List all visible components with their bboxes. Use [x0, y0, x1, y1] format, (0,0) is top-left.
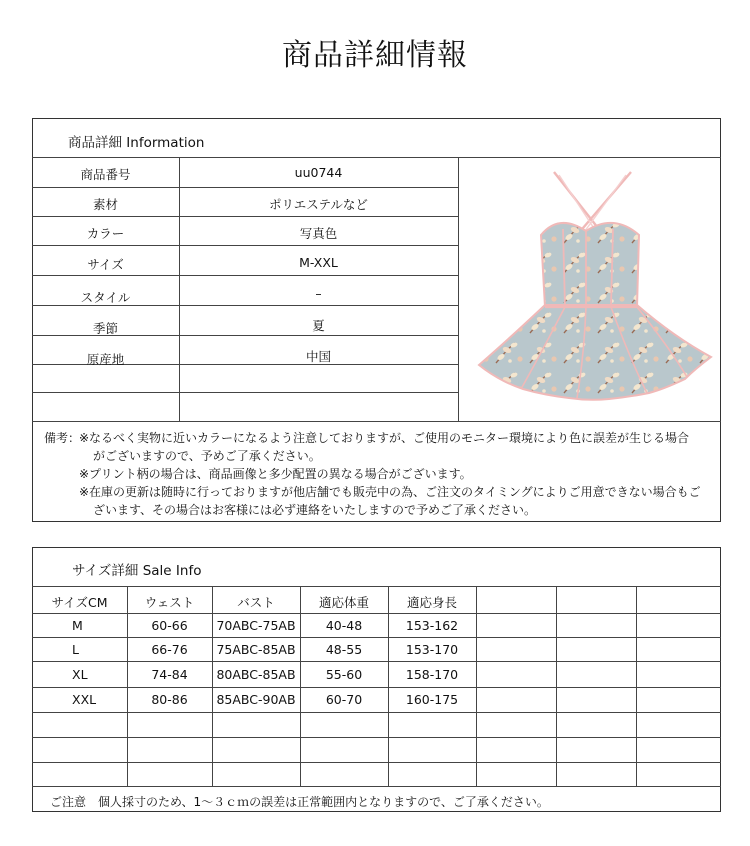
info-value: 中国	[305, 349, 331, 364]
info-label: 季節	[92, 321, 118, 336]
divider	[212, 586, 213, 786]
divider	[32, 613, 721, 614]
info-label: サイズ	[87, 257, 124, 272]
size-header-cell: 適応身長	[406, 595, 457, 610]
size-cell: 70ABC-75AB	[216, 618, 296, 633]
size-cell: 66-76	[151, 642, 188, 657]
divider	[556, 586, 557, 786]
size-cell: 55-60	[325, 667, 363, 682]
size-cell: 85ABC-90AB	[216, 692, 296, 707]
size-cell: 153-162	[405, 618, 459, 633]
size-cell: XXL	[72, 692, 97, 707]
product-photo	[459, 157, 721, 420]
notes-label: 備考：	[44, 431, 81, 445]
info-value: ポリエステルなど	[269, 197, 368, 212]
info-heading: 商品詳細 Information	[68, 135, 205, 151]
info-label: カラー	[86, 226, 125, 241]
size-cell: 160-175	[405, 692, 459, 707]
size-cell: 75ABC-85AB	[216, 642, 296, 657]
size-cell: 40-48	[325, 618, 363, 633]
note-line: ※在庫の更新は随時に行っておりますが他店舗でも販売中の為、ご注文のタイミングによりご用意できない場合もご	[79, 485, 701, 499]
info-label: スタイル	[80, 290, 131, 305]
divider	[32, 637, 721, 638]
size-cell: 48-55	[325, 642, 363, 657]
size-cell: 153-170	[405, 642, 459, 657]
note-line: がございますので、予めご了承ください。	[93, 449, 321, 463]
divider	[32, 762, 721, 763]
info-label: 商品番号	[80, 167, 131, 182]
divider	[32, 275, 458, 276]
divider	[32, 661, 721, 662]
size-heading: サイズ詳細 Sale Info	[72, 563, 202, 579]
divider	[32, 245, 458, 246]
info-label: 素材	[92, 197, 118, 212]
divider	[32, 216, 458, 217]
divider	[32, 421, 721, 422]
note-line: ※なるべく実物に近いカラーになるよう注意しておりますが、ご使用のモニター環境により色に誤差が生じる場合	[79, 431, 690, 445]
divider	[32, 786, 721, 787]
info-label: 原産地	[86, 352, 125, 367]
divider	[476, 586, 477, 786]
size-header-cell: 適応体重	[318, 595, 369, 610]
size-cell: 80ABC-85AB	[216, 667, 296, 682]
divider	[127, 586, 128, 786]
divider	[32, 392, 458, 393]
size-cell: L	[72, 642, 79, 657]
info-value: –	[315, 286, 322, 301]
size-header-cell: バスト	[237, 595, 275, 610]
size-cell: 80-86	[151, 692, 188, 707]
size-cell: 60-70	[325, 692, 363, 707]
note-line: ※プリント柄の場合は、商品画像と多少配置の異なる場合がございます。	[79, 467, 472, 481]
divider	[32, 712, 721, 713]
size-cell: 74-84	[151, 667, 188, 682]
divider	[32, 187, 458, 188]
size-caution: ご注意 個人採寸のため、1～３ｃｍの誤差は正常範囲内となりますので、ご了承ください。	[50, 795, 549, 809]
size-cell: 60-66	[151, 618, 188, 633]
info-value: uu0744	[294, 165, 343, 180]
note-line: ざいます、その場合はお客様には必ず連絡をいたしますので予めご了承ください。	[93, 503, 537, 517]
divider	[32, 737, 721, 738]
divider	[636, 586, 637, 786]
info-value: 写真色	[299, 226, 338, 241]
divider	[300, 586, 301, 786]
divider	[32, 586, 721, 587]
size-cell: 158-170	[405, 667, 459, 682]
info-value: M-XXL	[299, 255, 338, 270]
size-header-cell: サイズCM	[51, 595, 108, 610]
divider	[388, 586, 389, 786]
size-cell: XL	[72, 667, 88, 682]
info-value: 夏	[312, 318, 325, 333]
size-cell: M	[72, 618, 83, 633]
divider	[32, 687, 721, 688]
page-title: 商品詳細情報	[282, 38, 468, 73]
size-header-cell: ウェスト	[144, 595, 195, 610]
